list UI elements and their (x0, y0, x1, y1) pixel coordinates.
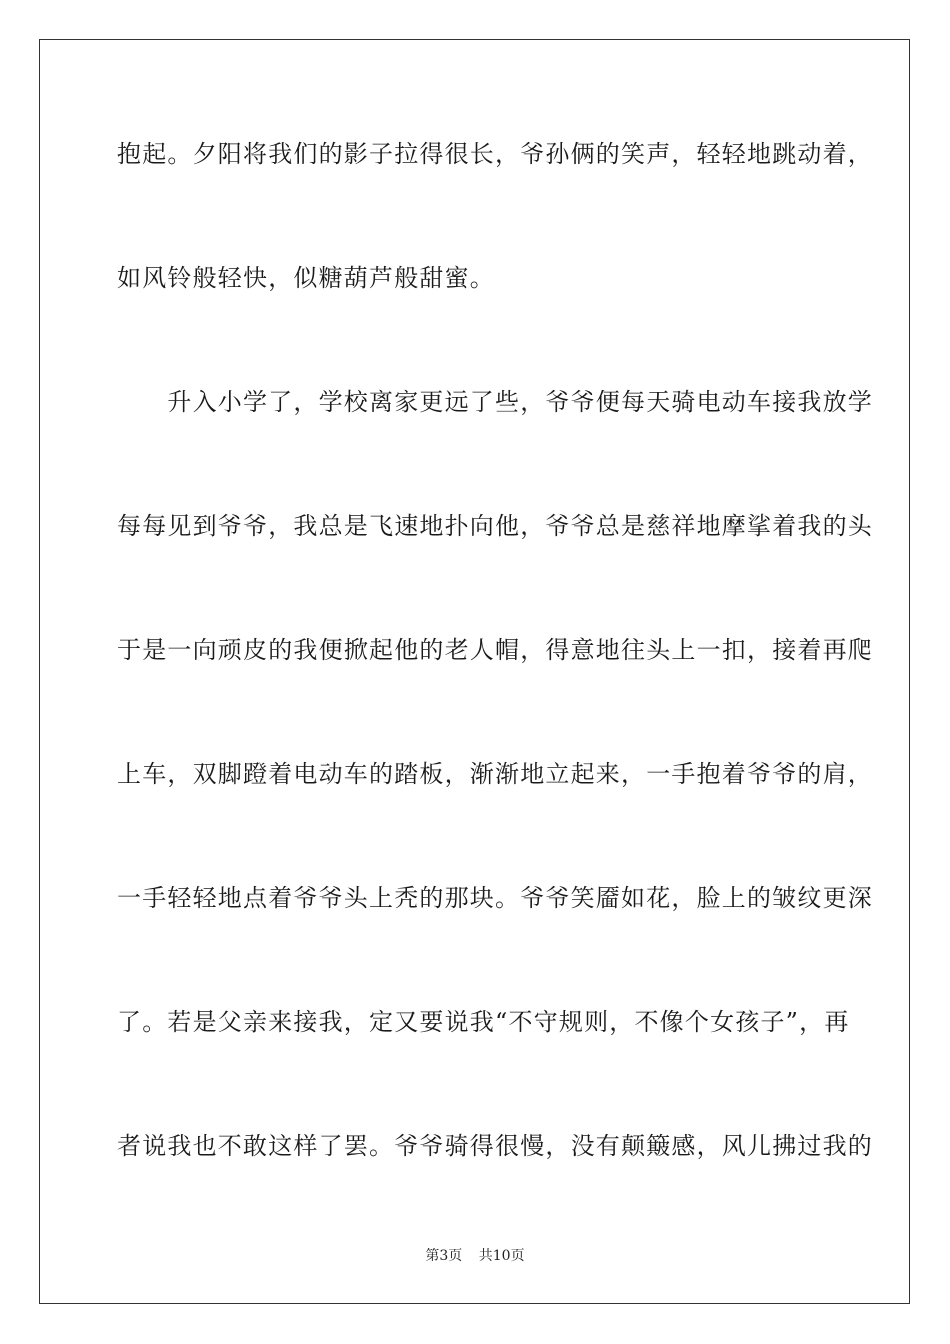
page-total: 共10页 (478, 1248, 525, 1264)
body-text-line: 者说我也不敢这样了罢。爷爷骑得很慢，没有颠簸感，风儿拂过我的 (117, 1132, 873, 1160)
body-text-line: 上车，双脚蹬着电动车的踏板，渐渐地立起来，一手抱着爷爷的肩， (117, 760, 873, 788)
body-text-line: 了。若是父亲来接我，定又要说我“不守规则，不像个女孩子”，再 (117, 1008, 850, 1036)
page-number: 第3页 (425, 1248, 463, 1264)
body-text-line: 一手轻轻地点着爷爷头上秃的那块。爷爷笑靥如花，脸上的皱纹更深 (117, 884, 873, 912)
body-text-line: 抱起。夕阳将我们的影子拉得很长，爷孙俩的笑声，轻轻地跳动着， (117, 140, 873, 168)
page-footer (0, 1247, 950, 1265)
body-text-line: 每每见到爷爷，我总是飞速地扑向他，爷爷总是慈祥地摩挲着我的头 (117, 512, 873, 540)
body-text-line: 如风铃般轻快，似糖葫芦般甜蜜。 (117, 264, 495, 292)
page-border (39, 39, 910, 1304)
body-text-line: 升入小学了，学校离家更远了些，爷爷便每天骑电动车接我放学 (117, 388, 873, 416)
body-text-line: 于是一向顽皮的我便掀起他的老人帽，得意地往头上一扣，接着再爬 (117, 636, 873, 664)
